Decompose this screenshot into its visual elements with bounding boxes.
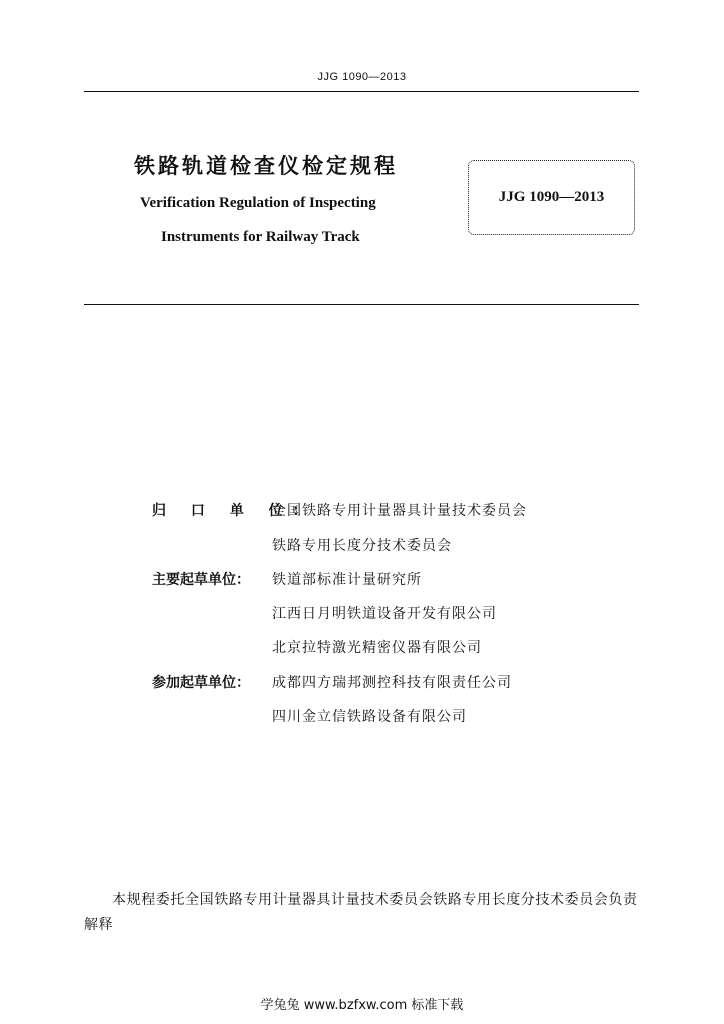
title-english-line1: Verification Regulation of Inspecting — [140, 195, 376, 211]
org-value-main-drafter-1: 铁道部标准计量研究所 — [272, 572, 422, 588]
org-value-main-drafter-3: 北京拉特激光精密仪器有限公司 — [272, 640, 482, 656]
top-rule — [84, 91, 639, 92]
org-label-main-drafters: 主要起草单位： — [152, 572, 250, 588]
header-standard-code: JJG 1090—2013 — [317, 71, 407, 83]
org-value-participating-drafter-1: 成都四方瑞邦测控科技有限责任公司 — [272, 675, 512, 691]
org-value-responsible-1: 全国铁路专用计量器具计量技术委员会 — [272, 503, 527, 519]
org-label-participating-drafters: 参加起草单位： — [152, 675, 250, 691]
title-bottom-rule — [84, 304, 639, 305]
footer-watermark-text: 学兔兔 www.bzfxw.com 标准下载 — [260, 998, 464, 1013]
org-value-responsible-2: 铁路专用长度分技术委员会 — [272, 538, 452, 554]
org-value-main-drafter-2: 江西日月明铁道设备开发有限公司 — [272, 606, 497, 622]
title-english-line2: Instruments for Railway Track — [161, 229, 360, 245]
org-label-responsible: 归 口 单 位： — [152, 503, 317, 519]
standard-code-box-text: JJG 1090—2013 — [498, 189, 605, 205]
title-chinese: 铁路轨道检查仪检定规程 — [134, 154, 398, 178]
standard-code-box — [468, 160, 635, 235]
interpretation-note: 本规程委托全国铁路专用计量器具计量技术委员会铁路专用长度分技术委员会负责解释 — [84, 892, 638, 933]
org-value-participating-drafter-2: 四川金立信铁路设备有限公司 — [272, 709, 467, 725]
